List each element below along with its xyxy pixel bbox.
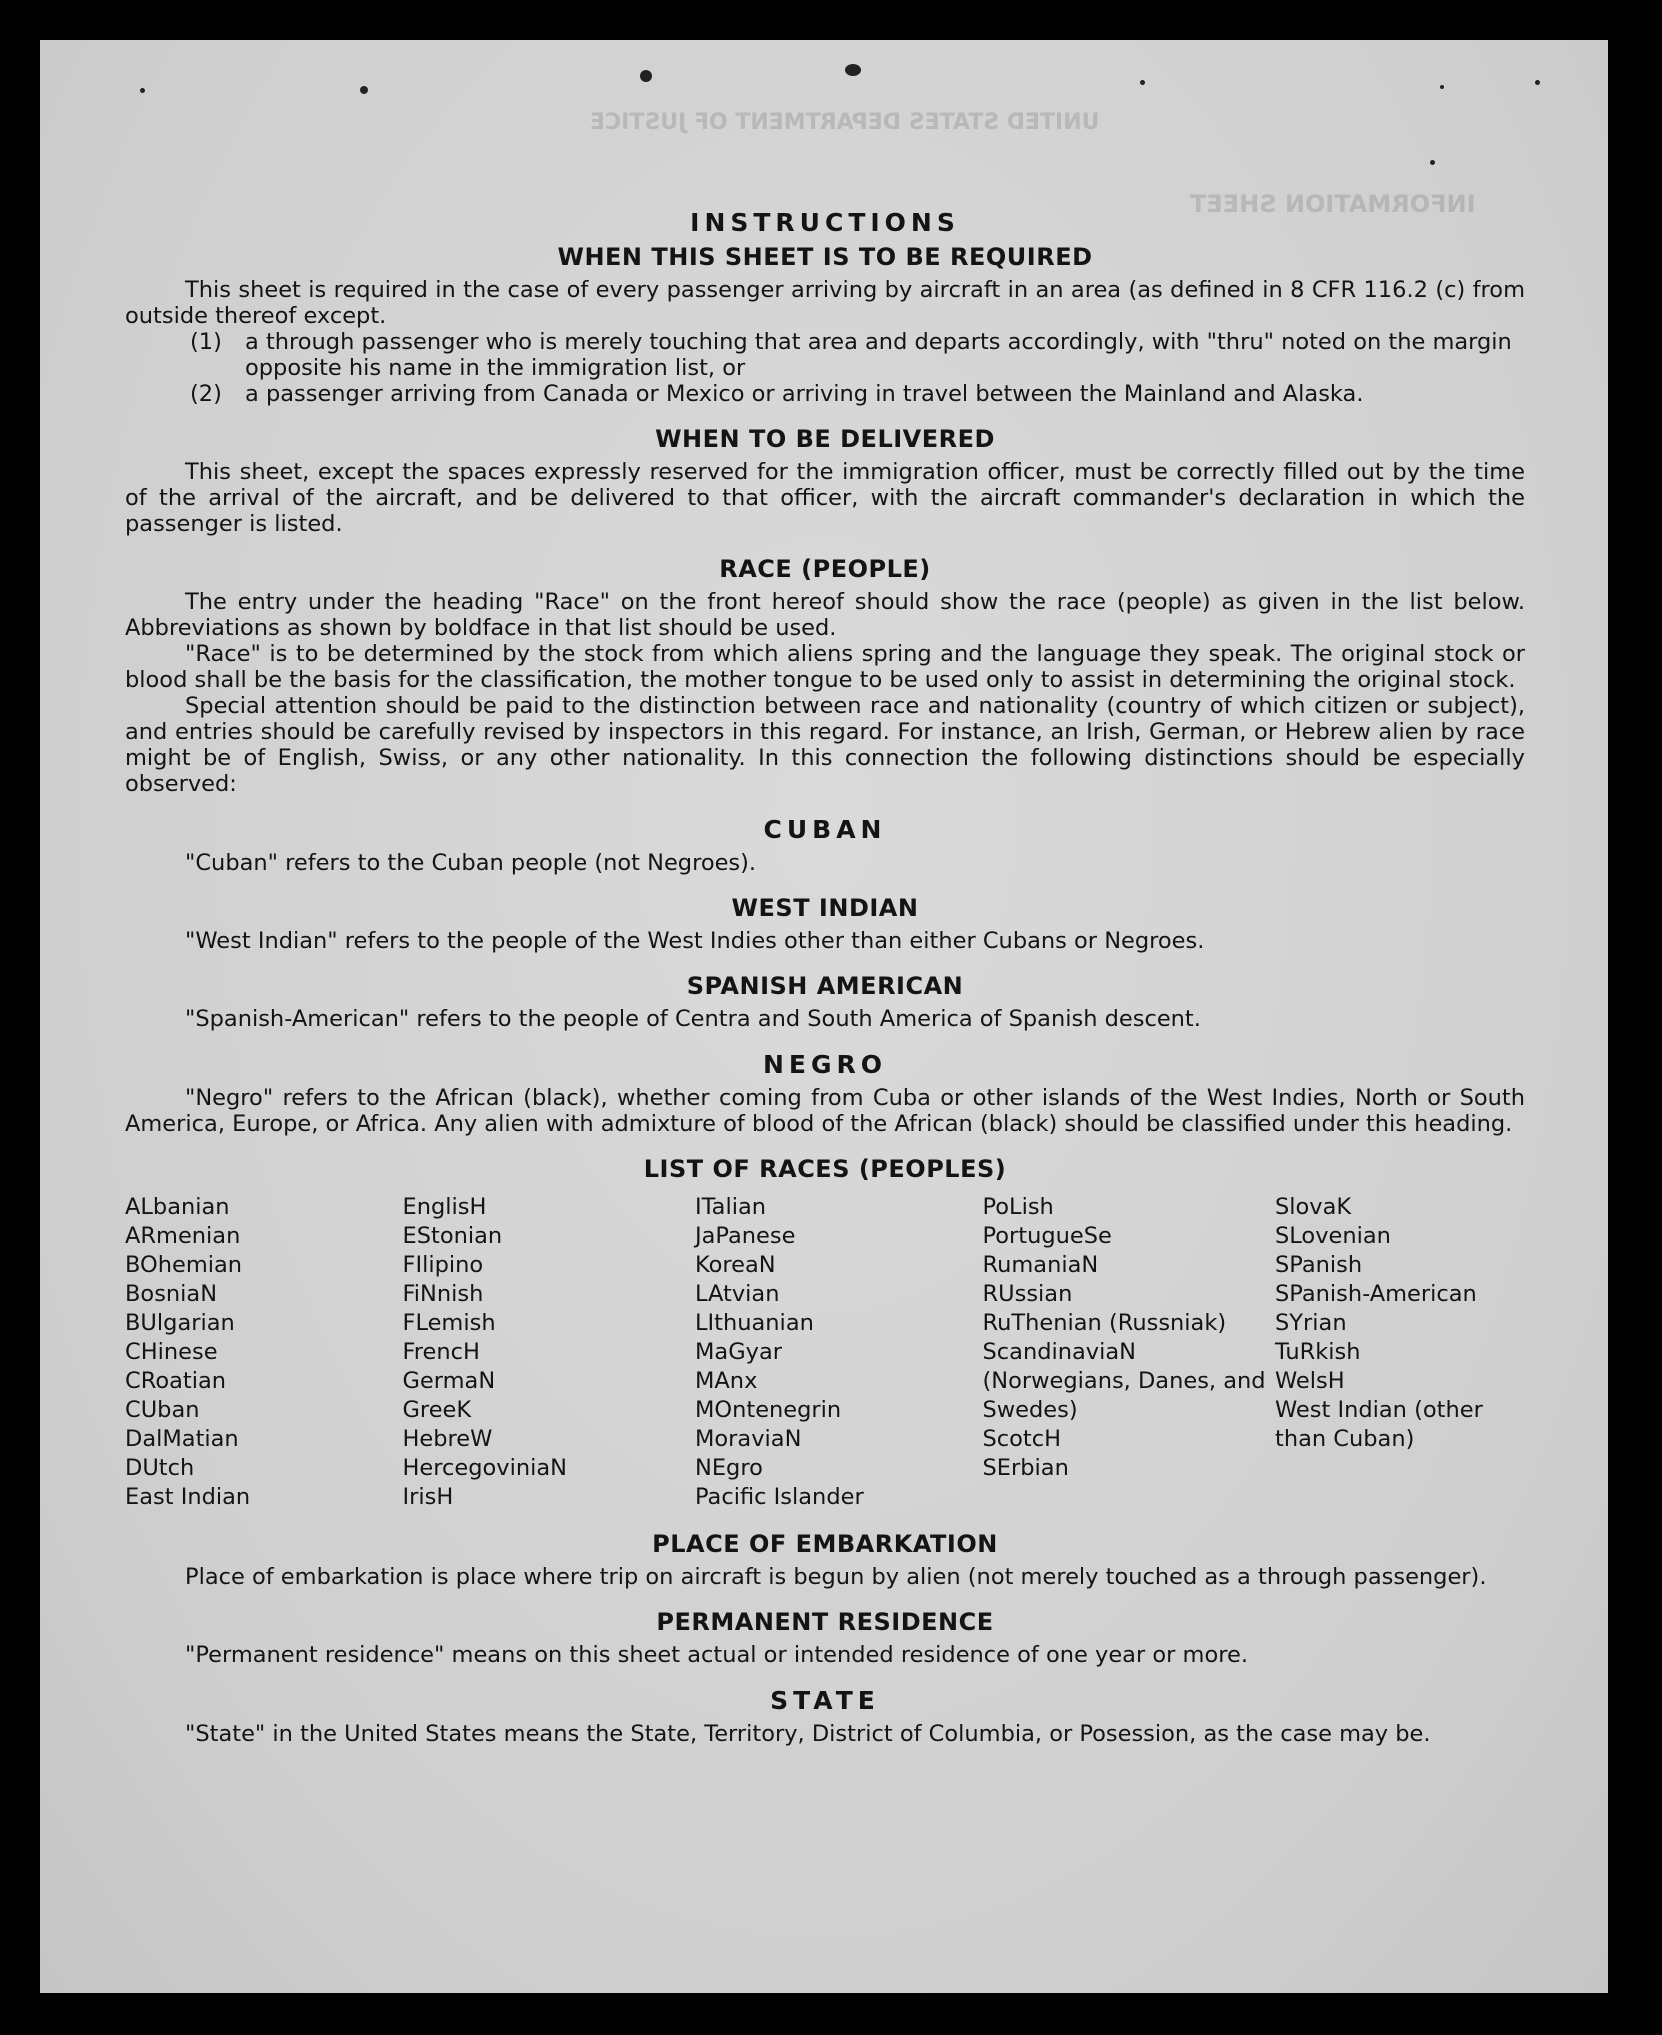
race-entry: GreeK xyxy=(402,1397,472,1423)
cuban-heading: CUBAN xyxy=(763,815,887,844)
required-item-1-text: a through passenger who is merely touching that area and departs accordingly, with "thru" noted on the margin opposite his name in the immigration list, or xyxy=(245,329,1512,381)
required-item-2-number: (2) xyxy=(190,381,222,407)
race-paragraph-2: "Race" is to be determined by the stock from which aliens spring and the language they speak. The original stock or blood shall be the basis for the classification, the mother tongue to be used only to assist in determining the original stock. xyxy=(125,641,1525,693)
race-entry: RUssian xyxy=(982,1281,1073,1307)
race-entry: BUlgarian xyxy=(125,1310,235,1336)
races-list xyxy=(125,1193,1525,1512)
spanish-american-heading: SPANISH AMERICAN xyxy=(686,972,964,1000)
race-entry: HebreW xyxy=(402,1426,493,1452)
race-entry: MOntenegrin xyxy=(695,1397,842,1423)
race-entry: CRoatian xyxy=(125,1368,227,1394)
race-heading: RACE (PEOPLE) xyxy=(719,555,931,583)
race-entry: FrencH xyxy=(402,1339,480,1365)
race-entry: ITalian xyxy=(695,1194,766,1220)
race-entry: NEgro xyxy=(695,1455,763,1481)
required-item-1-number: (1) xyxy=(190,329,222,355)
race-entry: EStonian xyxy=(402,1223,503,1249)
race-entry: DalMatian xyxy=(125,1426,239,1452)
race-entry: SPanish xyxy=(1275,1252,1363,1278)
race-entry: SPanish-American xyxy=(1275,1281,1477,1307)
race-entry: ARmenian xyxy=(125,1223,241,1249)
cuban-text: "Cuban" refers to the Cuban people (not Negroes). xyxy=(185,850,757,876)
race-paragraph-1: The entry under the heading "Race" on the front hereof should show the race (people) as given in the list below. Abbreviations as shown by boldface in that list should be used. xyxy=(125,589,1525,641)
embarkation-heading: PLACE OF EMBARKATION xyxy=(652,1530,998,1558)
spanish-american-text: "Spanish-American" refers to the people of Centra and South America of Spanish descent. xyxy=(185,1006,1201,1032)
race-entry: SYrian xyxy=(1275,1310,1347,1336)
race-entry: LIthuanian xyxy=(695,1310,814,1336)
race-entry: CUban xyxy=(125,1397,200,1423)
race-entry: EnglisH xyxy=(402,1194,487,1220)
required-item-1 xyxy=(125,329,1525,381)
race-entry: MaGyar xyxy=(695,1339,782,1365)
required-item-2-text: a passenger arriving from Canada or Mexico or arriving in travel between the Mainland and Alaska. xyxy=(245,381,1364,407)
race-entry: PortugueSe xyxy=(982,1223,1112,1249)
delivered-heading: WHEN TO BE DELIVERED xyxy=(655,425,995,453)
race-entry: FiNnish xyxy=(402,1281,484,1307)
race-entry: FIlipino xyxy=(402,1252,484,1278)
race-entry: GermaN xyxy=(402,1368,496,1394)
race-entry: DUtch xyxy=(125,1455,195,1481)
required-heading: WHEN THIS SHEET IS TO BE REQUIRED xyxy=(557,243,1093,271)
instructions-body xyxy=(125,190,1525,1747)
document-page: UNITED STATES DEPARTMENT OF JUSTICE INFORMATION SHEET INSTRUCTIONS WHEN THIS SHEET IS TO BE REQUIRED This sheet is required in the case of every passenger arriving by aircraft in an area (as defined in 8 CFR 116.2 (c) from outside thereof except. (1) a through passenger who is merely touching that area and departs accordingly, with "thru" noted on the margin opposite his name in the immigration list, or (2) a passenger arriving from Canada or Mexico or arriving in travel between the Mainland and Alaska. WHEN TO BE DELIVERED This sheet, except the spaces expressly reserved for the immigration officer, must be correctly filled out by the time of the arrival of the aircraft, and be delivered to that officer, with the aircraft commander's declaration in which the passenger is listed. RACE (PEOPLE) The entry under the heading "Race" on the front hereof should show the race (people) as given in the list below. Abbreviations as shown by boldface in that list should be used. "Race" is to be determined by the stock from which aliens spring and the language they speak. The original stock or blood shall be the basis for the classification, the mother tongue to be used only to assist in determining the original stock. Special attention should be paid to the distinction between race and nationality (country of which citizen or subject), and entries should be carefully revised by inspectors in this regard. For instance, an Irish, German, or Hebrew alien by race might be of English, Swiss, or any other nationality. In this connection the following distinctions should be especially observed: CUBAN "Cuban" refers to the Cuban people (not Negroes). WEST INDIAN "West Indian" refers to the people of the West Indies other than either Cubans or Negroes. SPANISH AMERICAN "Spanish-American" refers to the people of Centra and South America of Spanish descent. NEGRO "Negro" refers to the African (black), whether coming from Cuba or other islands of the West Indies, North or South America, Europe, or Africa. Any alien with admixture of blood of the African (black) should be classified under this heading. LIST OF RACES (PEOPLES) ALbanian ARmenian BOhemian BosniaN BUlgarian CHinese CRoatian CUban DalMatian DUtch East Indian EnglisH EStonian FIlipino FiNnish FLemish FrencH GermaN GreeK HebreW HercegoviniaN IrisH ITalian JaPanese KoreaN LAtvian LIthuanian MaGyar MAnx MOntenegrin MoraviaN NEgro Pacific Islander PoLish PortugueSe RumaniaN RUssian RuThenian (Russniak) ScandinaviaN (Norwegians, Danes, and Swedes) ScotcH SErbian SlovaK SLovenian SPanish SPanish-American SYrian TuRkish WelsH West Indian (other than Cuban) PLACE OF EMBARKATION Place of embarkation is place where trip on aircraft is begun by alien (not merely touched as a through passenger). PERMANENT RESIDENCE "Permanent residence" means on this sheet actual or intended residence of one year or more. STATE "State" in the United States means the State, Territory, District of Columbia, or Posession, as the case may be. xyxy=(40,40,1608,1993)
race-entry: BosniaN xyxy=(125,1281,218,1307)
west-indian-text: "West Indian" refers to the people of the West Indies other than either Cubans or Negroes. xyxy=(185,928,1205,954)
race-entry: ScandinaviaN (Norwegians, Danes, and Swedes) xyxy=(982,1339,1273,1423)
instructions-heading: INSTRUCTIONS xyxy=(690,208,960,237)
negro-text: "Negro" refers to the African (black), whether coming from Cuba or other islands of the West Indies, North or South America, Europe, or Africa. Any alien with admixture of blood of the African (black) should be classified under this heading. xyxy=(125,1085,1525,1137)
races-column-2 xyxy=(403,1193,693,1512)
races-column-3 xyxy=(695,1193,980,1512)
negro-heading: NEGRO xyxy=(762,1050,888,1079)
race-entry: FLemish xyxy=(402,1310,496,1336)
delivered-text: This sheet, except the spaces expressly reserved for the immigration officer, must be correctly filled out by the time of the arrival of the aircraft, and be delivered to that officer, with the aircraft commander's declaration in which the passenger is listed. xyxy=(125,459,1525,537)
race-entry: WelsH xyxy=(1275,1368,1345,1394)
race-entry: RumaniaN xyxy=(982,1252,1099,1278)
residence-text: "Permanent residence" means on this sheet actual or intended residence of one year or more. xyxy=(185,1642,1248,1668)
required-item-2 xyxy=(125,381,1525,407)
state-heading: STATE xyxy=(770,1686,880,1715)
race-entry: CHinese xyxy=(125,1339,218,1365)
west-indian-heading: WEST INDIAN xyxy=(731,894,919,922)
race-entry: MAnx xyxy=(695,1368,758,1394)
race-entry: Pacific Islander xyxy=(695,1484,864,1510)
races-column-5 xyxy=(1275,1193,1525,1512)
race-entry: SlovaK xyxy=(1275,1194,1352,1220)
required-intro: This sheet is required in the case of every passenger arriving by aircraft in an area (as defined in 8 CFR 116.2 (c) from outside thereof except. xyxy=(125,277,1525,329)
races-column-4 xyxy=(983,1193,1273,1512)
race-entry: KoreaN xyxy=(695,1252,776,1278)
list-of-races-heading: LIST OF RACES (PEOPLES) xyxy=(643,1155,1007,1183)
embarkation-text: Place of embarkation is place where trip on aircraft is begun by alien (not merely touched as a through passenger). xyxy=(185,1564,1487,1590)
race-entry: ALbanian xyxy=(125,1194,230,1220)
race-entry: ScotcH xyxy=(982,1426,1062,1452)
state-text: "State" in the United States means the State, Territory, District of Columbia, or Posession, as the case may be. xyxy=(185,1721,1431,1747)
race-entry: SErbian xyxy=(982,1455,1069,1481)
race-entry: HercegoviniaN xyxy=(402,1455,567,1481)
race-entry: JaPanese xyxy=(695,1223,796,1249)
race-entry: RuThenian (Russniak) xyxy=(982,1310,1227,1336)
races-column-1 xyxy=(125,1193,400,1512)
race-entry: SLovenian xyxy=(1275,1223,1391,1249)
race-entry: PoLish xyxy=(982,1194,1054,1220)
race-entry: IrisH xyxy=(402,1484,454,1510)
race-entry: MoraviaN xyxy=(695,1426,802,1452)
race-entry: East Indian xyxy=(125,1484,251,1510)
race-entry: TuRkish xyxy=(1275,1339,1361,1365)
race-entry: West Indian (other than Cuban) xyxy=(1275,1397,1490,1452)
residence-heading: PERMANENT RESIDENCE xyxy=(656,1608,994,1636)
race-entry: LAtvian xyxy=(695,1281,780,1307)
race-entry: BOhemian xyxy=(125,1252,243,1278)
race-paragraph-3: Special attention should be paid to the distinction between race and nationality (country of which citizen or subject), and entries should be carefully revised by inspectors in this regard. For instance, an Irish, German, or Hebrew alien by race might be of English, Swiss, or any other nationality. In this connection the following distinctions should be especially observed: xyxy=(125,693,1525,797)
